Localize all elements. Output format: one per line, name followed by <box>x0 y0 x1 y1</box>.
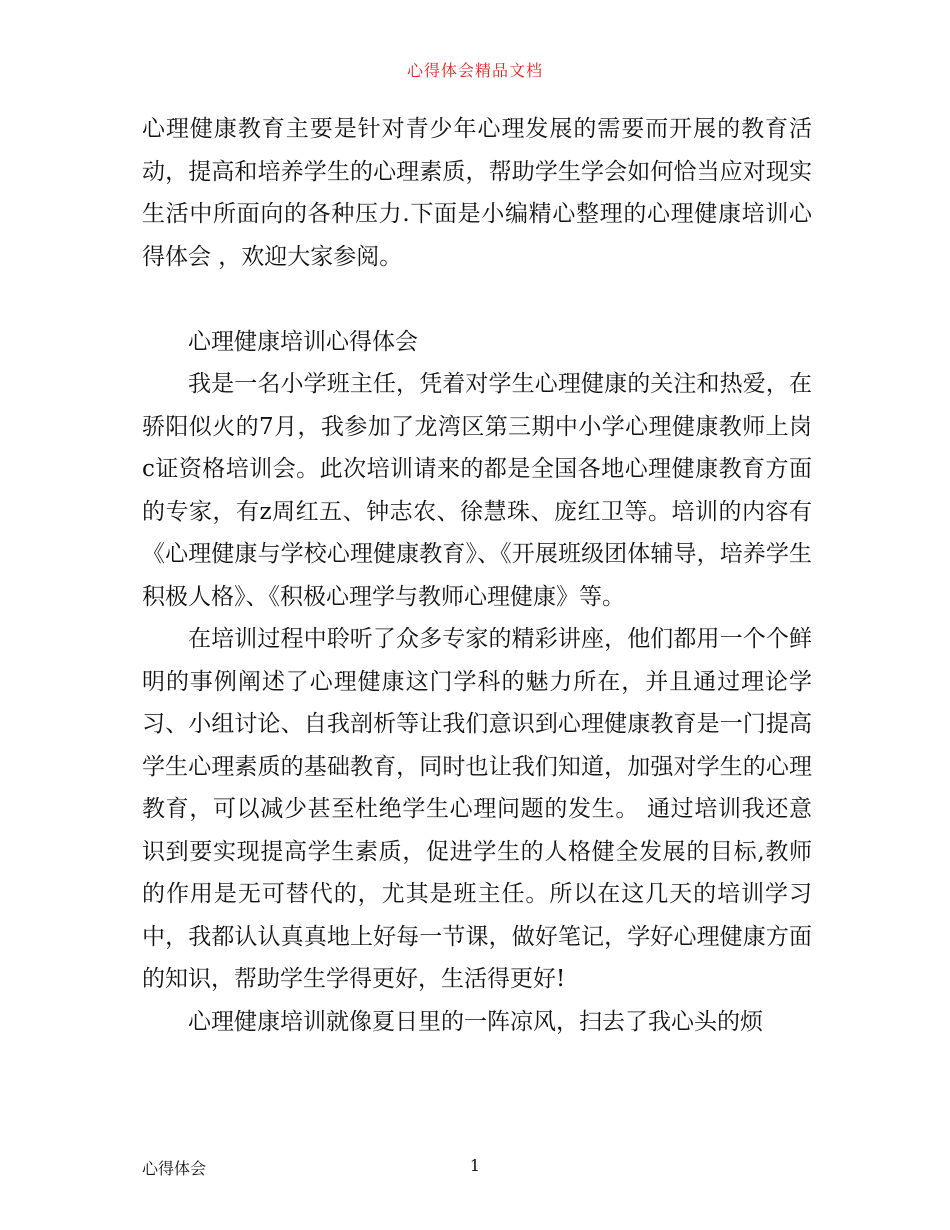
body-paragraph-1: 我是一名小学班主任，凭着对学生心理健康的关注和热爱，在骄阳似火的7月，我参加了龙湾区第三期中小学心理健康教师上岗c证资格培训会。此次培训请来的都是全国各地心理健康教育方面的专家，有z周红五、钟志农、徐慧珠、庞红卫等。培训的内容有《心理健康与学校心理健康教育》、《开展班级团体辅导，培养学生积极人格》、《积极心理学与教师心理健康》等。 <box>142 371 812 610</box>
footer-label: 心得体会 <box>142 1159 207 1178</box>
page-header: 心得体会精品文档 <box>406 61 543 80</box>
document-body <box>142 108 812 1043</box>
paragraph-spacer <box>142 278 812 321</box>
body-paragraph-2: 在培训过程中聆听了众多专家的精彩讲座，他们都用一个个鲜明的事例阐述了心理健康这门学科的魅力所在，并且通过理论学习、小组讨论、自我剖析等让我们意识到心理健康教育是一门提高学生心理素质的基础教育，同时也让我们知道，加强对学生的心理教育，可以减少甚至杜绝学生心理问题的发生。 通过培训我还意识到要实现提高学生素质，促进学生的人格健全发展的目标,教师的作用是无可替代的，尤其是班主任。所以在这几天的培训学习中，我都认认真真地上好每一节课，做好笔记，学好心理健康方面的知识，帮助学生学得更好，生活得更好! <box>142 626 812 992</box>
body-paragraph-3: 心理健康培训就像夏日里的一阵凉风，扫去了我心头的烦 <box>188 1008 763 1035</box>
section-title: 心理健康培训心得体会 <box>188 328 418 355</box>
intro-paragraph: 心理健康教育主要是针对青少年心理发展的需要而开展的教育活动，提高和培养学生的心理素质，帮助学生学会如何恰当应对现实生活中所面向的各种压力.下面是小编精心整理的心理健康培训心得体会 ，欢迎大家参阅。 <box>142 116 812 270</box>
page-number: 1 <box>469 1156 481 1175</box>
